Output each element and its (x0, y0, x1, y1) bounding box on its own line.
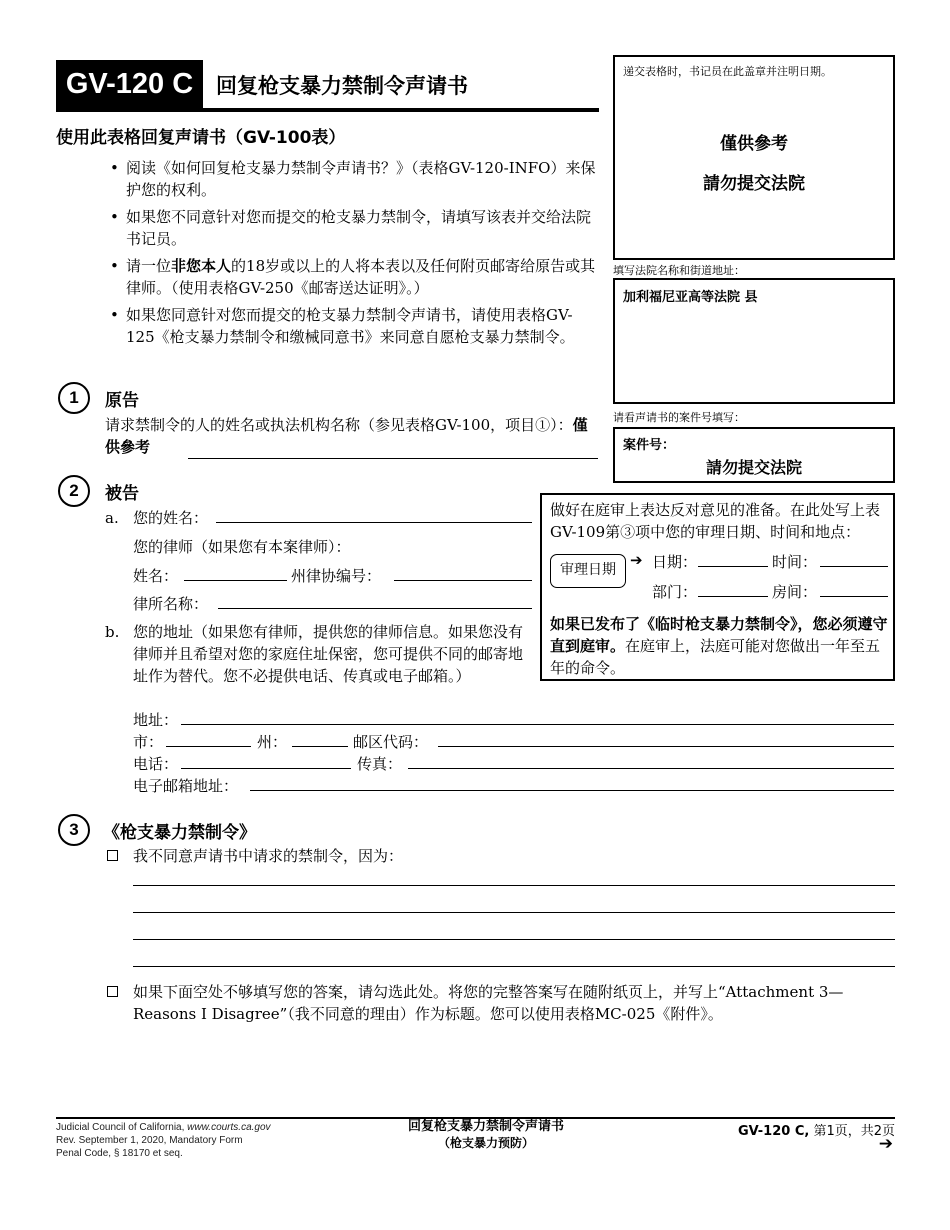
name-field[interactable] (216, 522, 532, 523)
item-b-marker: b. (105, 623, 120, 641)
lawyer-name-label: 姓名： (133, 567, 179, 585)
clerk-note: 递交表格时，书记员在此盖章并注明日期。 (623, 65, 832, 78)
reference-only-label: 僅供參考 (720, 134, 788, 154)
case-number-value: 請勿提交法院 (705, 458, 802, 477)
bar-number-label: 州律协编号： (291, 567, 382, 585)
form-id: GV-120 C (56, 60, 203, 108)
case-number-label: 案件号： (623, 438, 676, 453)
email-field[interactable] (250, 790, 894, 791)
lawyer-label: 您的律师（如果您有本案律师）： (133, 538, 351, 556)
instruction-item: • 如果您同意针对您而提交的枪支暴力禁制令声请书，请使用表格GV-125《枪支暴力禁制令和缴械同意书》来同意自愿枪支暴力禁制令。 (108, 304, 600, 348)
firm-field[interactable] (218, 608, 532, 609)
hearing-date-field[interactable] (698, 566, 768, 567)
state-field[interactable] (292, 746, 348, 747)
address-label: 地址： (133, 711, 179, 729)
name-label: 您的姓名： (133, 509, 209, 527)
court-name: 加利福尼亚高等法院 县 (623, 290, 758, 305)
hearing-date-badge: 审理日期 (550, 554, 626, 588)
court-address-field[interactable] (613, 278, 895, 404)
case-number-instruction: 请看声请书的案件号填写： (613, 411, 745, 424)
plaintiff-name-line (188, 458, 598, 459)
section-1-title: 原告 (105, 391, 139, 411)
time-label: 时间： (772, 553, 818, 571)
section-3-title: 《枪支暴力禁制令》 (103, 823, 256, 843)
court-label: 填写法院名称和街道地址： (613, 264, 745, 277)
dept-label: 部门： (652, 583, 698, 601)
courts-link[interactable]: www.courts.ca.gov (187, 1122, 271, 1133)
reason-line-2[interactable] (133, 912, 895, 913)
attachment-checkbox[interactable] (107, 986, 118, 997)
address-instruction: 您的地址（如果您有律师，提供您的律师信息。如果您没有律师并且希望对您的家庭住址保密，您可提供不同的邮寄地址作为替代。您不必提供电话、传真或电子邮箱。） (133, 623, 524, 685)
emphasis: 非您本人 (171, 257, 232, 275)
email-label: 电子邮箱地址： (133, 777, 239, 795)
zip-label: 邮区代码： (353, 733, 429, 751)
fax-label: 传真： (357, 755, 403, 773)
instruction-item: • 请一位非您本人的18岁或以上的人将本表以及任何附页邮寄给原告或其律师。（使用表格GV-250《邮寄送达证明》。） (108, 255, 600, 299)
disagree-label: 我不同意声请书中请求的禁制令，因为： (133, 847, 404, 865)
item-a-marker: a. (105, 509, 119, 527)
instruction-item: • 如果您不同意针对您而提交的枪支暴力禁制令，请填写该表并交给法院书记员。 (108, 206, 600, 250)
zip-field[interactable] (438, 746, 894, 747)
city-field[interactable] (166, 746, 251, 747)
plaintiff-instruction: 请求禁制令的人的姓名或执法机构名称（参见表格GV-100，项目①）：僅供參考 (105, 416, 588, 456)
form-title: 回复枪支暴力禁制令声请书 (216, 74, 468, 98)
reason-line-1[interactable] (133, 885, 895, 886)
clerk-stamp-box (613, 55, 895, 260)
bar-number-field[interactable] (394, 580, 532, 581)
case-number-box[interactable] (613, 427, 895, 483)
phone-label: 电话： (133, 755, 179, 773)
next-page-arrow-icon[interactable]: ➔ (878, 1134, 893, 1154)
lawyer-name-field[interactable] (184, 580, 287, 581)
footer-page-info: GV-120 C, 第1页，共2页 (737, 1124, 895, 1139)
hearing-room-field[interactable] (820, 596, 888, 597)
arrow-icon: ➔ (630, 551, 643, 569)
footer-center: 回复枪支暴力禁制令声请书 （枪支暴力预防） (407, 1119, 564, 1150)
city-label: 市： (133, 733, 164, 751)
instruction-list (108, 157, 600, 353)
disagree-checkbox[interactable] (107, 850, 118, 861)
hearing-box (540, 493, 895, 681)
date-label: 日期： (652, 553, 698, 571)
section-2-number: 2 (58, 475, 90, 507)
title-divider (56, 108, 599, 112)
attachment-label: 如果下面空处不够填写您的答案，请勾选此处。将您的完整答案写在随附纸页上，并写上“Attachment 3—Reasons I Disagree”（我不同意的理由）作为标题。您可以使用表格MC-025《附件》。 (133, 983, 844, 1023)
state-label: 州： (257, 733, 288, 751)
address-field[interactable] (181, 724, 894, 725)
section-2-title: 被告 (105, 484, 139, 504)
hearing-time-field[interactable] (820, 566, 888, 567)
reason-line-3[interactable] (133, 939, 895, 940)
form-subheading: 使用此表格回复声请书（GV-100表） (56, 128, 346, 148)
section-3-number: 3 (58, 814, 90, 846)
temporary-order-warning: 如果已发布了《临时枪支暴力禁制令》，您必须遵守直到庭审。在庭审上，法庭可能对您做出一年至五年的命令。 (550, 615, 888, 677)
reason-line-4[interactable] (133, 966, 895, 967)
phone-field[interactable] (181, 768, 351, 769)
plaintiff-name-value[interactable]: 僅供參考 (105, 416, 588, 456)
instruction-item: • 阅读《如何回复枪支暴力禁制令声请书？》（表格GV-120-INFO）来保护您的权利。 (108, 157, 600, 201)
room-label: 房间： (772, 583, 818, 601)
section-1-number: 1 (58, 382, 90, 414)
hearing-dept-field[interactable] (698, 596, 768, 597)
hearing-instruction: 做好在庭审上表达反对意见的准备。在此处写上表GV-109第③项中您的审理日期、时间和地点： (550, 501, 881, 541)
firm-label: 律所名称： (133, 595, 209, 613)
fax-field[interactable] (408, 768, 894, 769)
do-not-file-label: 請勿提交法院 (703, 174, 805, 194)
footer-left: Judicial Council of California, www.courts.ca.gov Rev. September 1, 2020, Mandatory Form Penal Code, § 18170 et seq. (56, 1122, 271, 1159)
